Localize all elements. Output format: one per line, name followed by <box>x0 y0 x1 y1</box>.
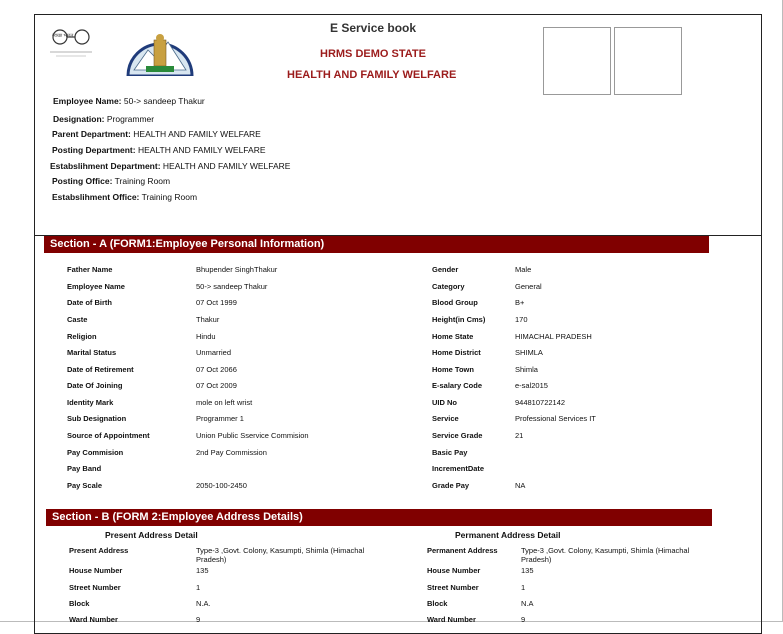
field-value: Professional Services IT <box>515 414 596 423</box>
field-label: IncrementDate <box>432 464 485 473</box>
address-value: N.A. <box>196 599 211 608</box>
employee-info-label: Designation: <box>53 114 105 124</box>
employee-info-value: Programmer <box>106 114 155 124</box>
state-emblem-logo <box>124 26 196 76</box>
address-label: Permanent Address <box>427 546 498 555</box>
address-value: 9 <box>196 615 201 624</box>
page-title: E Service book <box>330 21 417 35</box>
field-label: Home District <box>432 348 481 357</box>
address-label: Present Address <box>69 546 129 555</box>
field-label: Height(in Cms) <box>432 315 486 324</box>
field-label: Religion <box>67 332 97 341</box>
address-label: Ward Number <box>427 615 476 624</box>
field-label: Pay Band <box>67 464 102 473</box>
field-label: Pay Commision <box>67 448 124 457</box>
field-label: Identity Mark <box>67 398 114 407</box>
field-value: Union Public Sservice Commision <box>196 431 309 440</box>
field-value: NA <box>515 481 526 490</box>
employee-info-line <box>50 161 290 171</box>
field-value: SHIMLA <box>515 348 543 357</box>
field-label: Marital Status <box>67 348 117 357</box>
field-value: 07 Oct 2066 <box>196 365 237 374</box>
field-value: 2050-100-2450 <box>196 481 247 490</box>
address-value: N.A <box>521 599 534 608</box>
employee-info-line <box>53 96 205 106</box>
present-address-heading: Present Address Detail <box>105 530 198 540</box>
field-value: mole on left wrist <box>196 398 253 407</box>
employee-info-value: 50-> sandeep Thakur <box>123 96 205 106</box>
field-value: 944810722142 <box>515 398 566 407</box>
field-label: Basic Pay <box>432 448 468 457</box>
field-value: 21 <box>515 431 524 440</box>
field-value: General <box>515 282 542 291</box>
employee-info-value: HEALTH AND FAMILY WELFARE <box>137 145 266 155</box>
field-label: Pay Scale <box>67 481 103 490</box>
employee-info-line <box>53 114 154 124</box>
employee-info-value: Training Room <box>141 192 198 202</box>
field-value: 2nd Pay Commission <box>196 448 267 457</box>
employee-info-label: Estabslihment Office: <box>52 192 140 202</box>
address-label: House Number <box>427 566 481 575</box>
employee-info-value: HEALTH AND FAMILY WELFARE <box>162 161 291 171</box>
field-value: 50-> sandeep Thakur <box>196 282 268 291</box>
field-label: Gender <box>432 265 459 274</box>
field-value: Thakur <box>196 315 220 324</box>
field-label: Category <box>432 282 465 291</box>
field-label: Home Town <box>432 365 474 374</box>
field-label: Grade Pay <box>432 481 470 490</box>
field-value: HIMACHAL PRADESH <box>515 332 592 341</box>
field-value: e-sal2015 <box>515 381 548 390</box>
address-value: 9 <box>521 615 526 624</box>
employee-info-label: Employee Name: <box>53 96 122 106</box>
field-value: Hindu <box>196 332 216 341</box>
address-label: Street Number <box>427 583 479 592</box>
section-a-header: Section - A (FORM1:Employee Personal Information) <box>44 236 709 253</box>
field-value: 07 Oct 2009 <box>196 381 237 390</box>
field-label: Father Name <box>67 265 113 274</box>
swachh-bharat-logo <box>48 26 94 60</box>
address-value: Type-3 ,Govt. Colony, Kasumpti, Shimla (Himachal Pradesh) <box>521 546 690 564</box>
field-label: Service Grade <box>432 431 483 440</box>
field-value: Bhupender SinghThakur <box>196 265 278 274</box>
field-value: 170 <box>515 315 528 324</box>
address-label: Block <box>427 599 448 608</box>
address-value: 1 <box>196 583 201 592</box>
field-value: B+ <box>515 298 525 307</box>
field-label: Home State <box>432 332 474 341</box>
address-value: 1 <box>521 583 526 592</box>
field-value: 07 Oct 1999 <box>196 298 237 307</box>
field-label: Caste <box>67 315 88 324</box>
employee-info-line <box>52 192 197 202</box>
section-b-header: Section - B (FORM 2:Employee Address Details) <box>46 509 712 526</box>
employee-info-line <box>52 129 261 139</box>
field-label: Date of Retirement <box>67 365 134 374</box>
field-value: Unmarried <box>196 348 232 357</box>
photo-box <box>543 27 611 95</box>
employee-info-line <box>52 176 170 186</box>
department-name: HEALTH AND FAMILY WELFARE <box>287 69 457 81</box>
field-value: Male <box>515 265 532 274</box>
field-label: Source of Appointment <box>67 431 150 440</box>
field-value: Programmer 1 <box>196 414 244 423</box>
employee-info-label: Posting Department: <box>52 145 136 155</box>
field-value: Shimla <box>515 365 538 374</box>
document-page <box>34 14 762 634</box>
address-label: Street Number <box>69 583 121 592</box>
field-label: E-salary Code <box>432 381 483 390</box>
signature-box <box>614 27 682 95</box>
employee-info-label: Estabslihment Department: <box>50 161 161 171</box>
field-label: Sub Designation <box>67 414 127 423</box>
employee-info-line <box>52 145 266 155</box>
employee-info-value: Training Room <box>114 176 171 186</box>
address-label: Ward Number <box>69 615 118 624</box>
field-label: UID No <box>432 398 457 407</box>
field-label: Employee Name <box>67 282 125 291</box>
address-label: House Number <box>69 566 123 575</box>
employee-info-value: HEALTH AND FAMILY WELFARE <box>133 129 261 139</box>
field-label: Date of Birth <box>67 298 112 307</box>
address-label: Block <box>69 599 90 608</box>
logo1-text: स्वच्छ भारत <box>52 33 74 39</box>
employee-info-label: Posting Office: <box>52 176 113 186</box>
field-label: Service <box>432 414 459 423</box>
address-value: 135 <box>196 566 209 575</box>
permanent-address-heading: Permanent Address Detail <box>455 530 561 540</box>
employee-info-label: Parent Department: <box>52 129 131 139</box>
field-label: Date Of Joining <box>67 381 123 390</box>
address-value: 135 <box>521 566 534 575</box>
org-name: HRMS DEMO STATE <box>320 48 426 60</box>
address-value: Type-3 ,Govt. Colony, Kasumpti, Shimla (Himachal Pradesh) <box>196 546 365 564</box>
field-label: Blood Group <box>432 298 478 307</box>
